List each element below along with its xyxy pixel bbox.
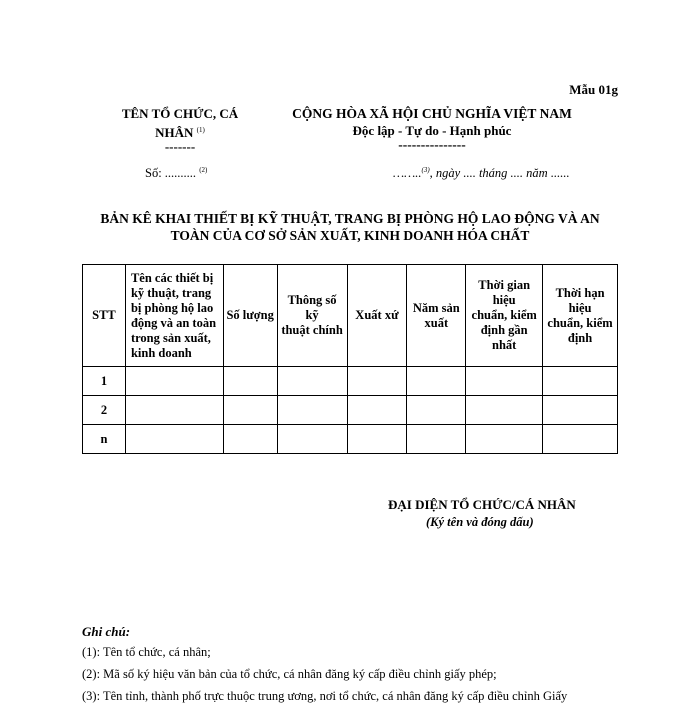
header-specs-line: Thông số <box>287 293 337 307</box>
header-specifications <box>277 265 347 367</box>
header-equipment-line: bị phòng hộ lao <box>130 300 214 315</box>
header-calib-expiry-line: chuẩn, kiểm <box>547 315 613 330</box>
national-header-block <box>272 105 592 151</box>
equipment-table <box>82 264 618 454</box>
form-code: Mẫu 01g <box>569 82 618 97</box>
organization-name-line1: TÊN TỔ CHỨC, CÁ <box>121 106 239 121</box>
header-calib-time-line: nhất <box>492 338 517 352</box>
note-item: (3): Tên tỉnh, thành phố trực thuộc trung ương, nơi tổ chức, cá nhân đăng ký cấp điều chỉnh Giấy <box>82 689 568 703</box>
representative-title: ĐẠI DIỆN TỔ CHỨC/CÁ NHÂN <box>388 497 576 512</box>
document-number-ref: (2) <box>199 166 208 174</box>
organization-divider: ------- <box>164 139 196 154</box>
cell-specifications[interactable] <box>277 396 347 425</box>
header-specs-line: kỹ <box>305 308 319 322</box>
cell-calibration-expiry[interactable] <box>543 425 618 454</box>
document-number-label: Số: .......... <box>145 166 197 180</box>
header-production-year <box>407 265 466 367</box>
cell-origin[interactable] <box>347 396 407 425</box>
cell-calibration-expiry[interactable] <box>543 396 618 425</box>
header-quantity: Số lượng <box>223 265 277 367</box>
row-stt: n <box>83 425 126 454</box>
header-equipment-line: kinh doanh <box>130 345 192 360</box>
table-header-row <box>83 265 618 367</box>
header-origin: Xuất xứ <box>347 265 407 367</box>
document-title-line1: BẢN KÊ KHAI THIẾT BỊ KỸ THUẬT, TRANG BỊ PHÒNG HỘ LAO ĐỘNG VÀ AN <box>100 211 600 226</box>
header-calib-expiry-line: Thời hạn <box>555 285 605 300</box>
header-year-line: xuất <box>424 315 449 330</box>
date-text: , ngày .... tháng .... năm ...... <box>429 166 570 180</box>
header-calib-time-line: Thời gian <box>478 278 531 292</box>
cell-quantity[interactable] <box>223 425 277 454</box>
cell-origin[interactable] <box>347 367 407 396</box>
notes-title: Ghi chú: <box>82 624 131 639</box>
place-ref: (3) <box>421 166 430 174</box>
header-equipment-name <box>125 265 223 367</box>
header-equipment-line: động và an toàn <box>130 315 217 330</box>
cell-last-calibration[interactable] <box>466 425 543 454</box>
cell-calibration-expiry[interactable] <box>543 367 618 396</box>
header-calib-time-line: định gần <box>480 323 528 337</box>
row-stt: 2 <box>83 396 126 425</box>
document-number-line <box>145 166 207 181</box>
organization-name-text: NHÂN <box>155 125 194 140</box>
cell-production-year[interactable] <box>407 425 466 454</box>
header-year-line: Năm sản <box>412 300 460 315</box>
place-dots: …….. <box>393 166 422 180</box>
cell-last-calibration[interactable] <box>466 396 543 425</box>
document-title <box>82 210 618 244</box>
table-row <box>83 367 618 396</box>
table-row <box>83 396 618 425</box>
header-equipment-line: trong sản xuất, <box>130 330 211 345</box>
nation-name: CỘNG HÒA XÃ HỘI CHỦ NGHĨA VIỆT NAM <box>292 106 572 121</box>
header-calibration-expiry <box>543 265 618 367</box>
nation-divider: --------------- <box>398 137 466 152</box>
table-row <box>83 425 618 454</box>
note-item: (2): Mã số ký hiệu văn bản của tổ chức, cá nhân đăng ký cấp điều chỉnh giấy phép; <box>82 667 497 681</box>
header-specs-line: thuật chính <box>281 323 343 337</box>
header-last-calibration <box>466 265 543 367</box>
cell-equipment-name[interactable] <box>125 396 223 425</box>
header-calib-time-line: chuẩn, kiểm <box>471 308 537 322</box>
header-calib-expiry-line: định <box>567 330 593 345</box>
header-equipment-line: Tên các thiết bị <box>130 270 214 285</box>
header-calib-expiry-line: hiệu <box>568 300 592 315</box>
cell-production-year[interactable] <box>407 396 466 425</box>
cell-specifications[interactable] <box>277 425 347 454</box>
cell-quantity[interactable] <box>223 396 277 425</box>
cell-origin[interactable] <box>347 425 407 454</box>
cell-last-calibration[interactable] <box>466 367 543 396</box>
header-calib-time-line: hiệu <box>492 293 516 307</box>
header-stt: STT <box>83 265 126 367</box>
cell-equipment-name[interactable] <box>125 425 223 454</box>
document-title-line2: TOÀN CỦA CƠ SỞ SẢN XUẤT, KINH DOANH HÓA CHẤT <box>170 228 530 243</box>
place-date-line <box>393 166 570 181</box>
cell-specifications[interactable] <box>277 367 347 396</box>
nation-motto: Độc lập - Tự do - Hạnh phúc <box>352 123 512 138</box>
header-equipment-line: kỹ thuật, trang <box>130 285 212 300</box>
cell-quantity[interactable] <box>223 367 277 396</box>
row-stt: 1 <box>83 367 126 396</box>
organization-name-block <box>100 106 260 153</box>
cell-equipment-name[interactable] <box>125 367 223 396</box>
cell-production-year[interactable] <box>407 367 466 396</box>
organization-name-ref: (1) <box>196 126 205 134</box>
note-item: (1): Tên tổ chức, cá nhân; <box>82 645 211 659</box>
signature-instruction: (Ký tên và đóng dấu) <box>426 515 534 529</box>
